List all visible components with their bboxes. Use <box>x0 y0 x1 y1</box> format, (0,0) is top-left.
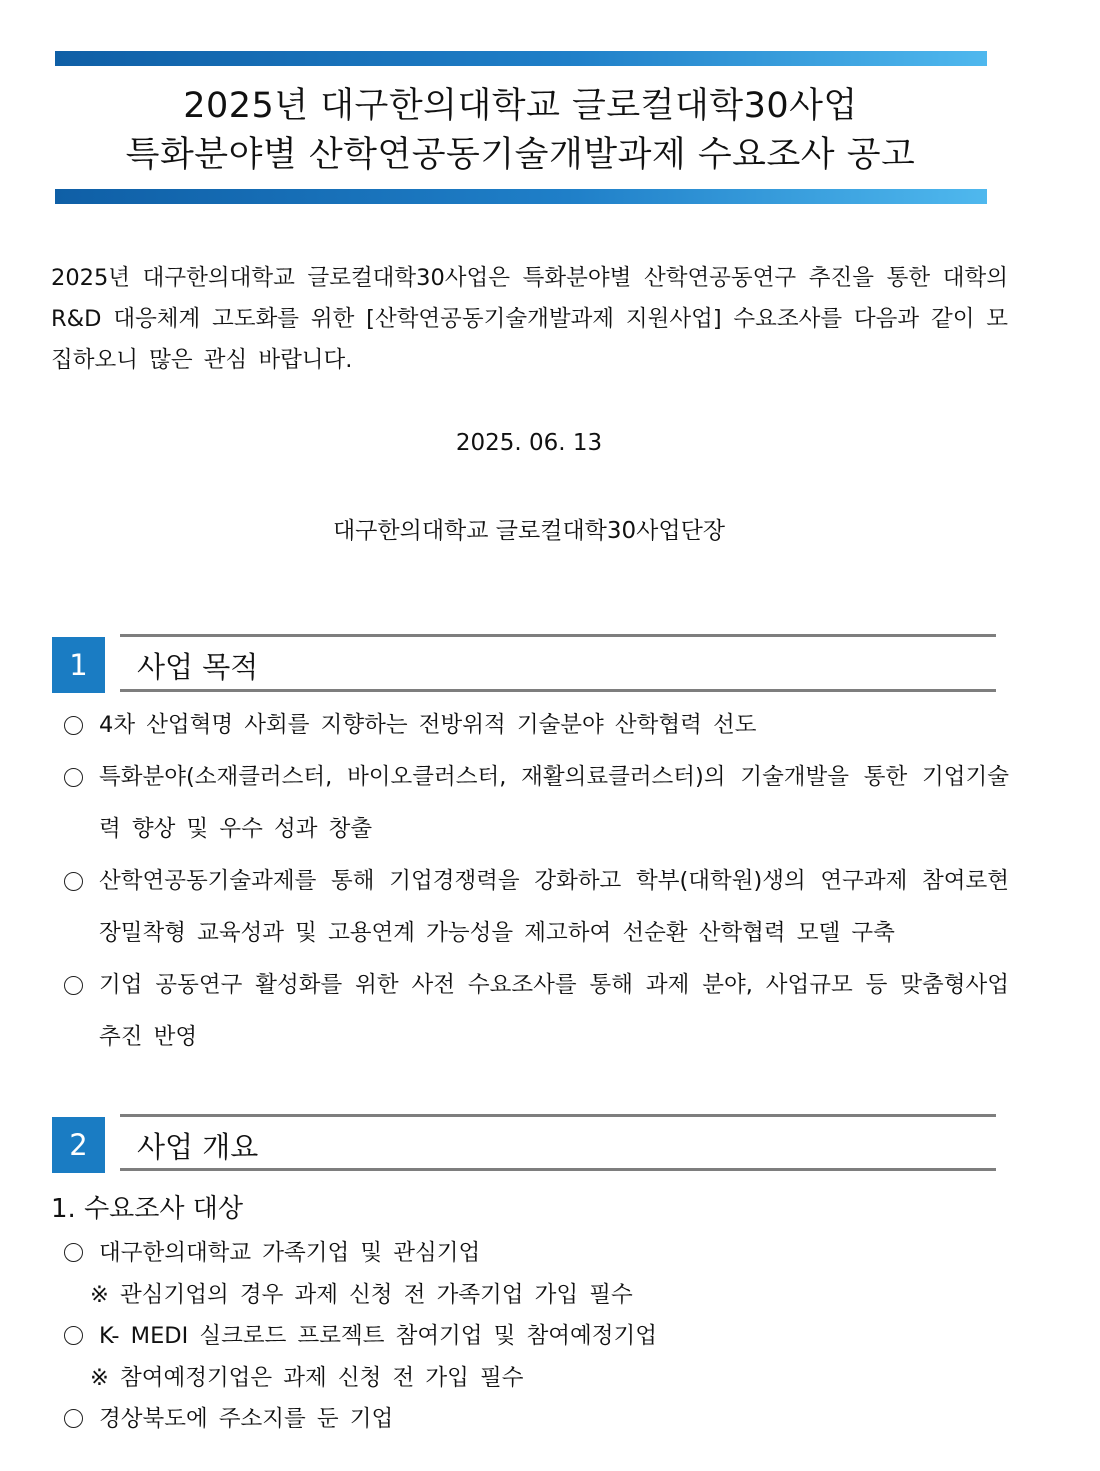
circle-bullet-icon <box>64 768 83 787</box>
circle-bullet-icon <box>64 872 83 891</box>
page-title-line2: 특화분야별 산학연공동기술개발과제 수요조사 공고 <box>125 135 916 175</box>
circle-bullet-icon <box>64 716 83 735</box>
purpose-item: 산학연공동기술과제를 통해 기업경쟁력을 강화하고 학부(대학원)생의 연구과제 참여로현장밀착형 교육성과 및 고용연계 가능성을 제고하여 선순환 산학협력 모델 구축 <box>99 868 1009 946</box>
target-item: 경상북도에 주소지를 둔 기업 <box>99 1406 394 1432</box>
issuer-name: 대구한의대학교 글로컬대학30사업단장 <box>332 518 726 544</box>
target-item: K- MEDI 실크로드 프로젝트 참여기업 및 참여예정기업 <box>99 1323 657 1349</box>
announcement-date: 2025. 06. 13 <box>455 430 603 456</box>
section-title: 사업 목적 <box>137 650 259 684</box>
circle-bullet-icon <box>64 976 83 995</box>
page-title-line1: 2025년 대구한의대학교 글로컬대학30사업 <box>183 86 858 126</box>
circle-bullet-icon <box>64 1409 83 1428</box>
section-title: 사업 개요 <box>137 1130 259 1164</box>
circle-bullet-icon <box>64 1326 83 1345</box>
section-bottom-rule <box>120 1168 996 1171</box>
title-top-bar <box>55 51 987 66</box>
target-note: ※ 참여예정기업은 과제 신청 전 가입 필수 <box>90 1365 524 1391</box>
section-number-badge: 2 <box>52 1117 105 1173</box>
subsection-heading: 1. 수요조사 대상 <box>51 1194 244 1224</box>
purpose-item: 4차 산업혁명 사회를 지향하는 전방위적 기술분야 산학협력 선도 <box>99 712 757 738</box>
section-top-rule <box>120 1114 996 1117</box>
section-number-badge: 1 <box>52 637 105 693</box>
purpose-item: 특화분야(소재클러스터, 바이오클러스터, 재활의료클러스터)의 기술개발을 통한 기업기술력 향상 및 우수 성과 창출 <box>99 764 1009 842</box>
purpose-item: 기업 공동연구 활성화를 위한 사전 수요조사를 통해 과제 분야, 사업규모 등 맞춤형사업추진 반영 <box>99 972 1009 1050</box>
target-item: 대구한의대학교 가족기업 및 관심기업 <box>99 1240 481 1266</box>
title-bottom-bar <box>55 189 987 204</box>
section-bottom-rule <box>120 689 996 692</box>
target-note: ※ 관심기업의 경우 과제 신청 전 가족기업 가입 필수 <box>90 1282 633 1308</box>
section-top-rule <box>120 634 996 637</box>
circle-bullet-icon <box>64 1243 83 1262</box>
intro-paragraph: 2025년 대구한의대학교 글로컬대학30사업은 특화분야별 산학연공동연구 추진을 통한 대학의 R&D 대응체계 고도화를 위한 [산학연공동기술개발과제 지원사업] 수요조사를 다음과 같이 모집하오니 많은 관심 바랍니다. <box>51 265 1008 373</box>
